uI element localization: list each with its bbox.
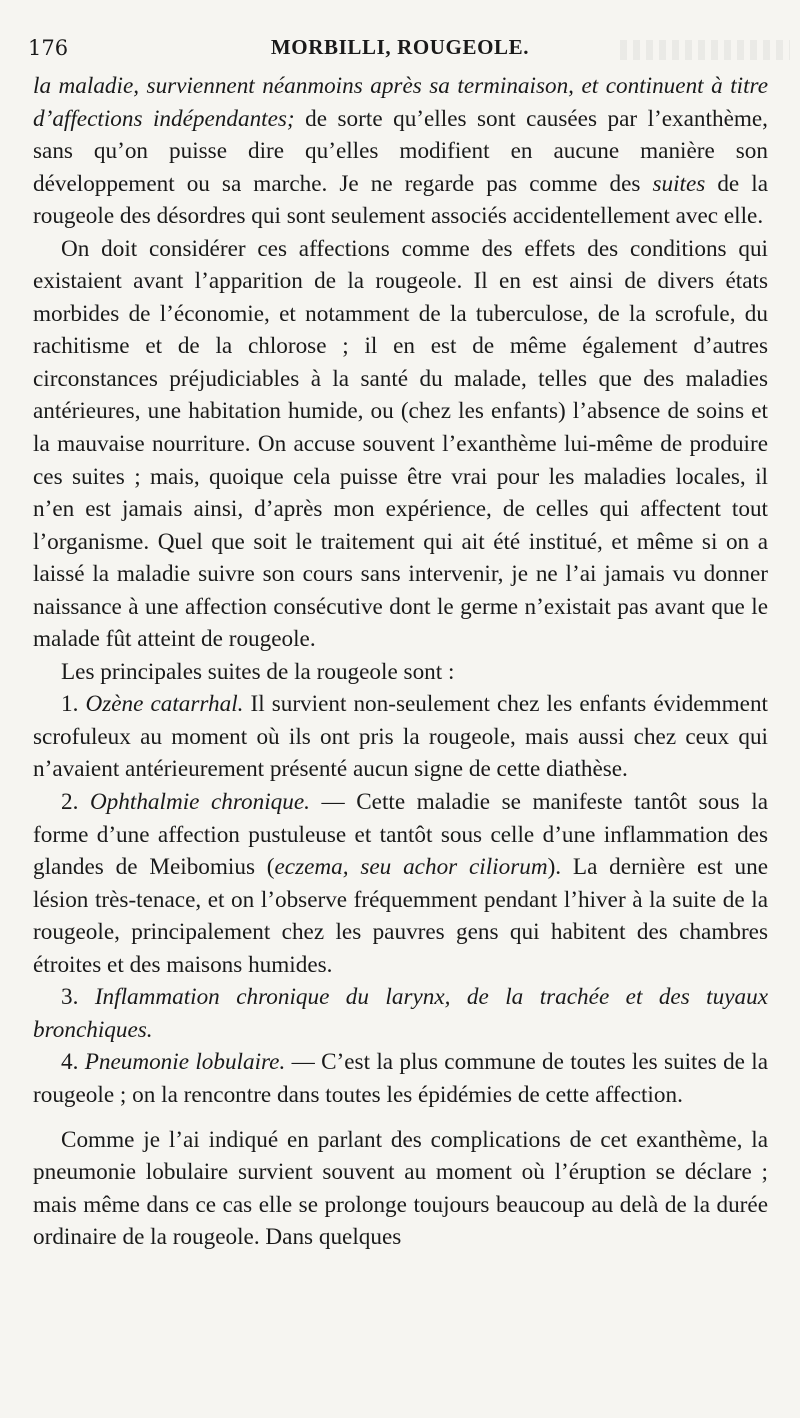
paragraph xyxy=(33,1124,768,1254)
page-header xyxy=(0,30,800,62)
text-run: On doit considérer ces affections comme des effets des conditions qui existaient avant l’apparition de la rougeole. Il en est ainsi de divers états morbides de l’économie, et notamment de la tuberculose, de la scrofule, du rachitisme et de la chlorose ; il en est de même également d’autres circonstances préjudiciables à la santé du malade, telles que des maladies antérieures, une habitation humide, ou (chez les enfants) l’absence de soins et la mauvaise nourriture. On accuse souvent l’exanthème lui-même de produire ces suites ; mais, quoique cela puisse être vrai pour les maladies locales, il n’en est jamais ainsi, d’après mon expérience, de celles qui affectent tout l’organisme. Quel que soit le traitement qui ait été institué, et même si on a laissé la maladie suivre son cours sans intervenir, je ne l’ai jamais vu donner naissance à une affection consécutive dont le germe n’existait pas avant que le malade fût atteint de rougeole. xyxy=(33,235,768,653)
list-item xyxy=(33,1046,768,1111)
text-run: — Cette maladie se manifeste tantôt sous la forme d’une affection pustuleuse et tantôt sous celle d’une inflammation des glandes de Meibomius ( xyxy=(33,789,768,881)
text-run: ). La dernière est une lésion très-tenace, et on l’observe fréquemment pendant l’hiver à la suite de la rougeole, principalement chez les pauvres gens qui habitent des chambres étroites et des maisons humides. xyxy=(33,854,768,978)
text-run: la maladie, surviennent néanmoins après sa terminaison, et continuent à titre d’affections indépendantes; xyxy=(33,73,768,132)
body-text xyxy=(33,70,768,1254)
page-number: 176 xyxy=(28,36,69,60)
paragraph-continuation xyxy=(33,70,768,233)
text-run: — C’est la plus commune de toutes les suites de la rougeole ; on la rencontre dans toutes les épidémies de cette affection. xyxy=(33,1049,769,1108)
text-run: eczema, seu achor ciliorum xyxy=(274,854,548,881)
list-number: 3. xyxy=(61,984,95,1011)
bleed-through-text xyxy=(620,40,790,60)
text-run: suites xyxy=(652,170,706,197)
list-item xyxy=(33,981,768,1046)
text-run: Les principales suites de la rougeole sont : xyxy=(61,658,455,685)
list-number: 4. xyxy=(61,1049,85,1076)
paragraph xyxy=(33,233,768,656)
running-head: MORBILLI, ROUGEOLE. xyxy=(270,35,530,59)
item-title: Pneumonie lobulaire. xyxy=(84,1049,286,1076)
text-run: de la rougeole des désordres qui sont seulement associés accidentellement avec elle. xyxy=(33,170,768,230)
text-run: Comme je l’ai indiqué en parlant des complications de cet exanthème, la pneumonie lobulaire survient souvent au moment où l’éruption se déclare ; mais même dans ce cas elle se prolonge toujours beaucoup au delà de la durée ordinaire de la rougeole. Dans quelques xyxy=(33,1126,768,1251)
text-run: Il survient non-seulement chez les enfants évidemment scrofuleux au moment où ils ont pris la rougeole, mais aussi chez ceux qui n’avaient antérieurement présenté aucun signe de cette diathèse. xyxy=(33,691,768,783)
list-item xyxy=(33,688,768,786)
paragraph xyxy=(33,656,768,689)
item-title: Inflammation chronique du larynx, de la trachée et des tuyaux bronchiques. xyxy=(33,984,768,1043)
list-item xyxy=(33,786,768,981)
list-number: 1. xyxy=(61,691,86,718)
list-number: 2. xyxy=(61,789,90,816)
item-title: Ophthalmie chronique. xyxy=(89,789,310,816)
item-title: Ozène catarrhal. xyxy=(85,691,244,718)
text-run: de sorte qu’elles sont causées par l’exanthème, sans qu’on puisse dire qu’elles modifient en aucune manière son développement ou sa marche. Je ne regarde pas comme des xyxy=(33,105,768,197)
